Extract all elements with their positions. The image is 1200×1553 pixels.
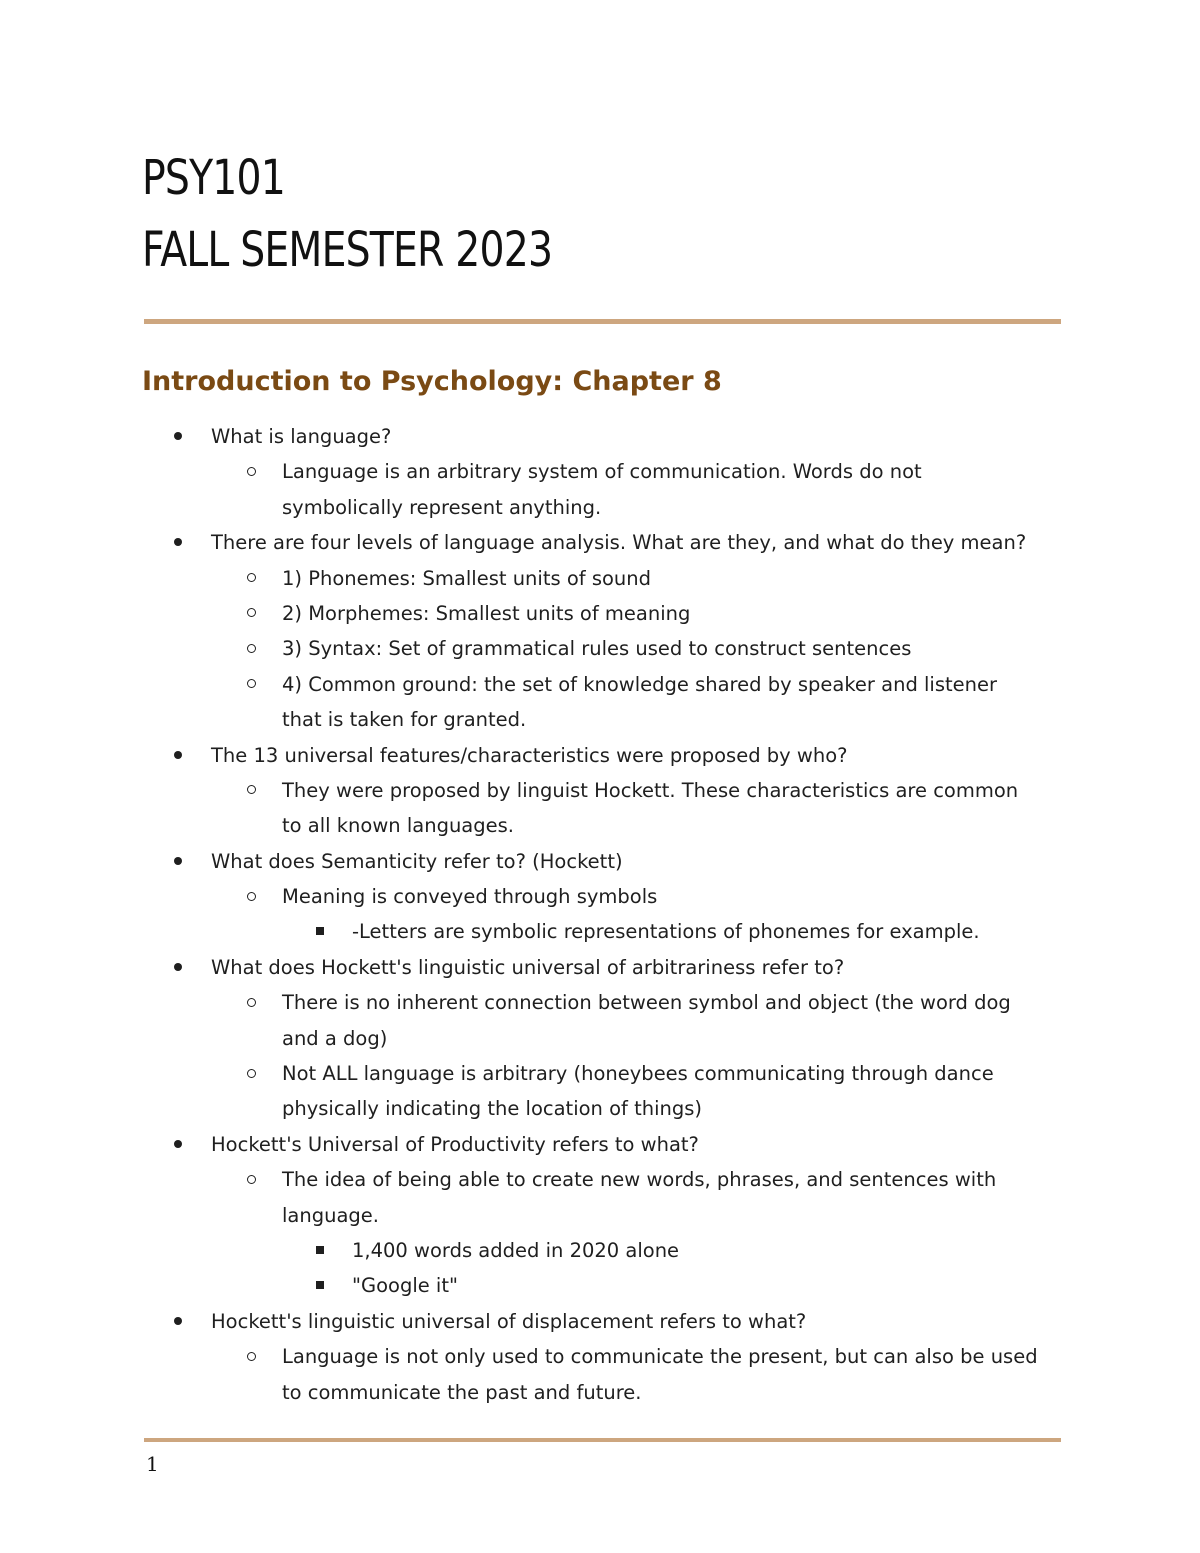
bullet-disc-icon — [174, 738, 182, 773]
list-item — [0, 844, 1200, 879]
list-item — [0, 419, 1200, 454]
list-item-text: 1,400 words added in 2020 alone — [352, 1238, 680, 1262]
list-item-text: There is no inherent connection between symbol and object (the word dog — [282, 991, 1011, 1015]
list-item-text: What does Hockett's linguistic universal of arbitrariness refer to? — [211, 955, 845, 979]
list-item-text: The 13 universal features/characteristics were proposed by who? — [211, 743, 848, 767]
list-item-text: to communicate the past and future. — [282, 1380, 642, 1404]
section-heading: Introduction to Psychology: Chapter 8 — [142, 366, 722, 397]
list-item-text: 4) Common ground: the set of knowledge shared by speaker and listener — [282, 672, 998, 696]
list-item-text: Hockett's Universal of Productivity refers to what? — [211, 1132, 699, 1156]
list-item-continuation — [0, 1091, 1200, 1126]
list-item — [0, 1304, 1200, 1339]
bullet-circle-icon — [247, 985, 256, 1020]
bullet-disc-icon — [174, 950, 182, 985]
list-item-text: 2) Morphemes: Smallest units of meaning — [282, 601, 691, 625]
list-item — [0, 525, 1200, 560]
bullet-circle-icon — [247, 561, 256, 596]
footer-divider — [144, 1438, 1061, 1442]
bullet-disc-icon — [174, 1304, 182, 1339]
list-item-text: Language is an arbitrary system of communication. Words do not — [282, 460, 922, 484]
course-code-title: PSY101 — [142, 150, 285, 206]
list-item — [0, 631, 1200, 666]
bullet-disc-icon — [174, 1127, 182, 1162]
list-item — [0, 667, 1200, 702]
list-item — [0, 985, 1200, 1020]
list-item-text: symbolically represent anything. — [282, 495, 602, 519]
list-item-continuation — [0, 1021, 1200, 1056]
bullet-circle-icon — [247, 596, 256, 631]
bullet-square-icon — [316, 1268, 324, 1303]
list-item — [0, 1127, 1200, 1162]
list-item — [0, 914, 1200, 949]
bullet-disc-icon — [174, 844, 182, 879]
notes-list — [0, 419, 1200, 1410]
list-item-text: to all known languages. — [282, 814, 514, 838]
list-item — [0, 773, 1200, 808]
bullet-square-icon — [316, 914, 324, 949]
list-item — [0, 454, 1200, 489]
list-item — [0, 879, 1200, 914]
list-item-continuation — [0, 1375, 1200, 1410]
bullet-square-icon — [316, 1233, 324, 1268]
list-item-text: What is language? — [211, 425, 392, 448]
list-item-text: Meaning is conveyed through symbols — [282, 885, 658, 909]
bullet-circle-icon — [247, 1162, 256, 1197]
bullet-circle-icon — [247, 1056, 256, 1091]
header-divider — [144, 319, 1061, 324]
semester-title: FALL SEMESTER 2023 — [142, 222, 553, 278]
list-item-text: Language is not only used to communicate the present, but can also be used — [282, 1345, 1038, 1369]
list-item — [0, 950, 1200, 985]
list-item-text: What does Semanticity refer to? (Hockett) — [211, 849, 623, 873]
list-item-text: and a dog) — [282, 1026, 388, 1050]
bullet-circle-icon — [247, 631, 256, 666]
list-item-text: language. — [282, 1203, 379, 1227]
list-item-text: physically indicating the location of things) — [282, 1097, 703, 1121]
list-item — [0, 1162, 1200, 1197]
list-item — [0, 1268, 1200, 1303]
list-item — [0, 1056, 1200, 1091]
bullet-circle-icon — [247, 1339, 256, 1374]
bullet-disc-icon — [174, 419, 182, 454]
list-item-continuation — [0, 1198, 1200, 1233]
list-item-text: They were proposed by linguist Hockett. These characteristics are common — [282, 778, 1019, 802]
list-item-text: 3) Syntax: Set of grammatical rules used to construct sentences — [282, 637, 912, 661]
list-item-text: -Letters are symbolic representations of phonemes for example. — [352, 920, 980, 944]
list-item-text: that is taken for granted. — [282, 708, 527, 732]
list-item-continuation — [0, 702, 1200, 737]
list-item-text: There are four levels of language analysis. What are they, and what do they mean? — [211, 531, 1027, 555]
page-number: 1 — [146, 1452, 159, 1476]
list-item-text: "Google it" — [352, 1274, 458, 1298]
list-item-continuation — [0, 490, 1200, 525]
list-item-text: 1) Phonemes: Smallest units of sound — [282, 566, 652, 590]
bullet-disc-icon — [174, 525, 182, 560]
bullet-circle-icon — [247, 773, 256, 808]
bullet-circle-icon — [247, 667, 256, 702]
list-item-continuation — [0, 808, 1200, 843]
list-item — [0, 561, 1200, 596]
list-item-text: Hockett's linguistic universal of displacement refers to what? — [211, 1309, 807, 1333]
bullet-circle-icon — [247, 879, 256, 914]
list-item — [0, 596, 1200, 631]
list-item — [0, 738, 1200, 773]
list-item-text: The idea of being able to create new words, phrases, and sentences with — [282, 1168, 997, 1192]
bullet-circle-icon — [247, 454, 256, 489]
list-item — [0, 1233, 1200, 1268]
list-item — [0, 1339, 1200, 1374]
list-item-text: Not ALL language is arbitrary (honeybees communicating through dance — [282, 1062, 994, 1086]
